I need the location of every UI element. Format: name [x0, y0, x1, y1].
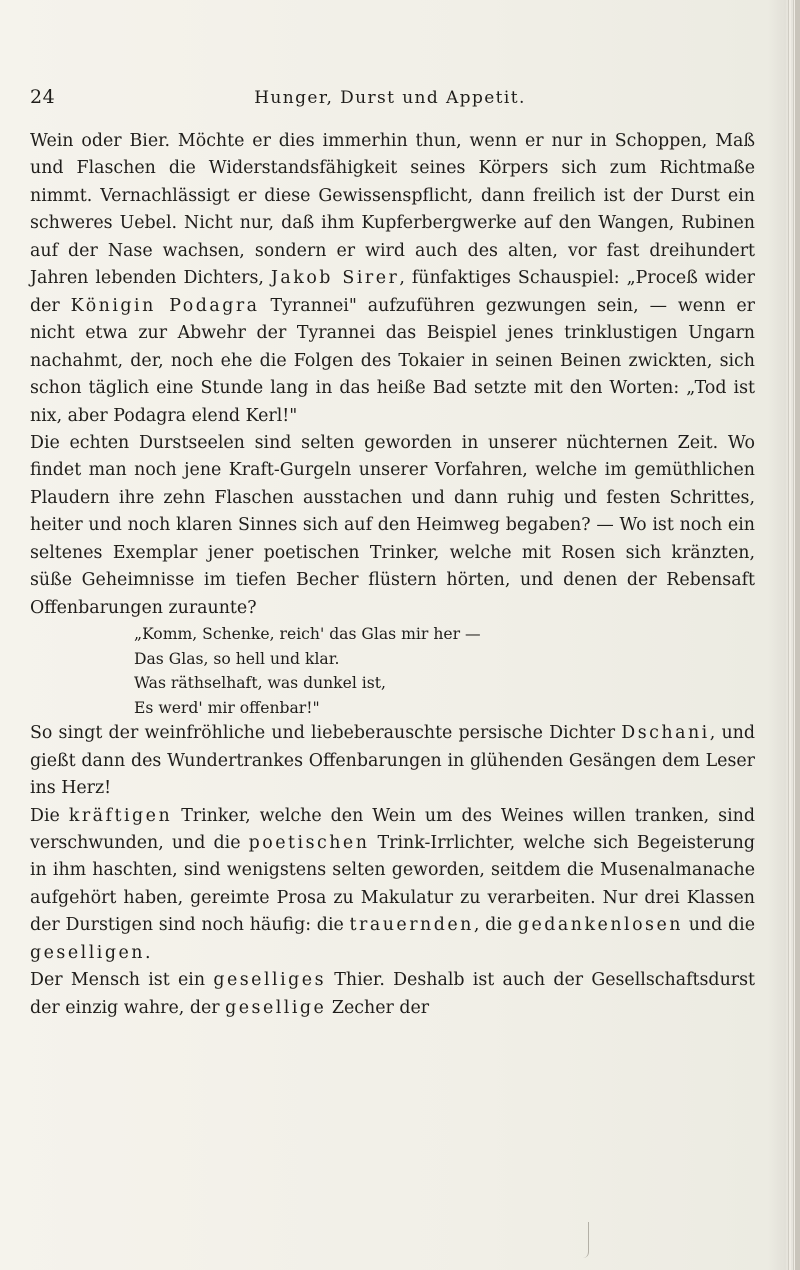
paragraph-5: Der Mensch ist ein geselliges Thier. Deshalb ist auch der Gesellschaftsdurst der einzig wahre, der gesellige Zecher der: [30, 970, 755, 1018]
running-head: [30, 86, 750, 114]
pencil-mark: [580, 1222, 589, 1258]
paragraph-4: Die kräftigen Trinker, welche den Wein um des Weines willen tranken, sind verschwunden, und die poetischen Trink-Irrlichter, welche sich Begeisterung in ihm haschten, sind wenigstens selten geworden, seitdem die Musenalmanache aufgehört haben, gereimte Prosa zu Makulatur zu verarbeiten. Nur drei Klassen der Durstigen sind noch häufig: die trauernden, die gedankenlosen und die geselligen.: [30, 805, 755, 963]
poem-line: „Komm, Schenke, reich' das Glas mir her —: [134, 625, 481, 644]
page-number: 24: [30, 86, 56, 108]
poem-line: Was räthselhaft, was dunkel ist,: [134, 674, 387, 693]
spaced-name: Königin Podagra: [70, 295, 260, 316]
spaced-word: poetischen: [248, 832, 370, 853]
paragraph-2: Die echten Durstseelen sind selten geworden in unserer nüchternen Zeit. Wo findet man noch jene Kraft-Gurgeln unserer Vorfahren, welche im gemüthlichen Plaudern ihre zehn Flaschen ausstachen und dann ruhig und festen Schrittes, heiter und noch klaren Sinnes sich auf den Heimweg begaben? — Wo ist noch ein seltenes Exemplar jener poetischen Trinker, welche mit Rosen sich kränzten, süße Geheimnisse im tiefen Becher flüstern hörten, und denen der Rebensaft Offenbarungen zuraunte?: [30, 432, 755, 618]
poem-quote: [134, 622, 755, 720]
spaced-name: Dschani: [621, 723, 710, 744]
spaced-word: gedankenlosen: [517, 915, 683, 936]
body-text: [30, 128, 755, 1022]
spaced-word: trauernden: [349, 915, 474, 936]
paragraph-1: Wein oder Bier. Möchte er dies immerhin thun, wenn er nur in Schoppen, Maß und Flaschen die Widerstandsfähigkeit seines Körpers sich zum Richtmaße nimmt. Vernachlässigt er diese Gewissenspflicht, dann freilich ist der Durst ein schweres Uebel. Nicht nur, daß ihm Kupferbergwerke auf den Wangen, Rubinen auf der Nase wachsen, sondern er wird auch des alten, vor fast dreihundert Jahren lebenden Dichters, Jakob Sirer, fünfaktiges Schauspiel: „Proceß wider der Königin Podagra Tyrannei" aufzuführen gezwungen sein, — wenn er nicht etwa zur Abwehr der Tyrannei das Beispiel jenes trinklustigen Ungarn nachahmt, der, noch ehe die Folgen des Tokaier in seinen Beinen zwickten, sich schon täglich eine Stunde lang in das heiße Bad setzte mit den Worten: „Tod ist nix, aber Podagra elend Kerl!": [30, 131, 755, 426]
poem-line: Das Glas, so hell und klar.: [134, 649, 340, 668]
spaced-name: Jakob Sirer: [270, 268, 400, 289]
running-head-title: Hunger, Durst und Appetit.: [254, 88, 526, 108]
poem-line: Es werd' mir offenbar!": [134, 698, 320, 717]
page-edge-shadow: [795, 0, 800, 1270]
spaced-word: geselliges: [213, 970, 326, 991]
spaced-word: kräftigen: [68, 805, 173, 826]
paragraph-3: So singt der weinfröhliche und liebeberauschte persische Dichter Dschani, und gießt dann des Wundertrankes Offenbarungen in glühenden Gesängen dem Leser ins Herz!: [30, 723, 755, 799]
spaced-word: gesellige: [225, 997, 327, 1018]
spaced-word: geselligen: [30, 942, 145, 963]
